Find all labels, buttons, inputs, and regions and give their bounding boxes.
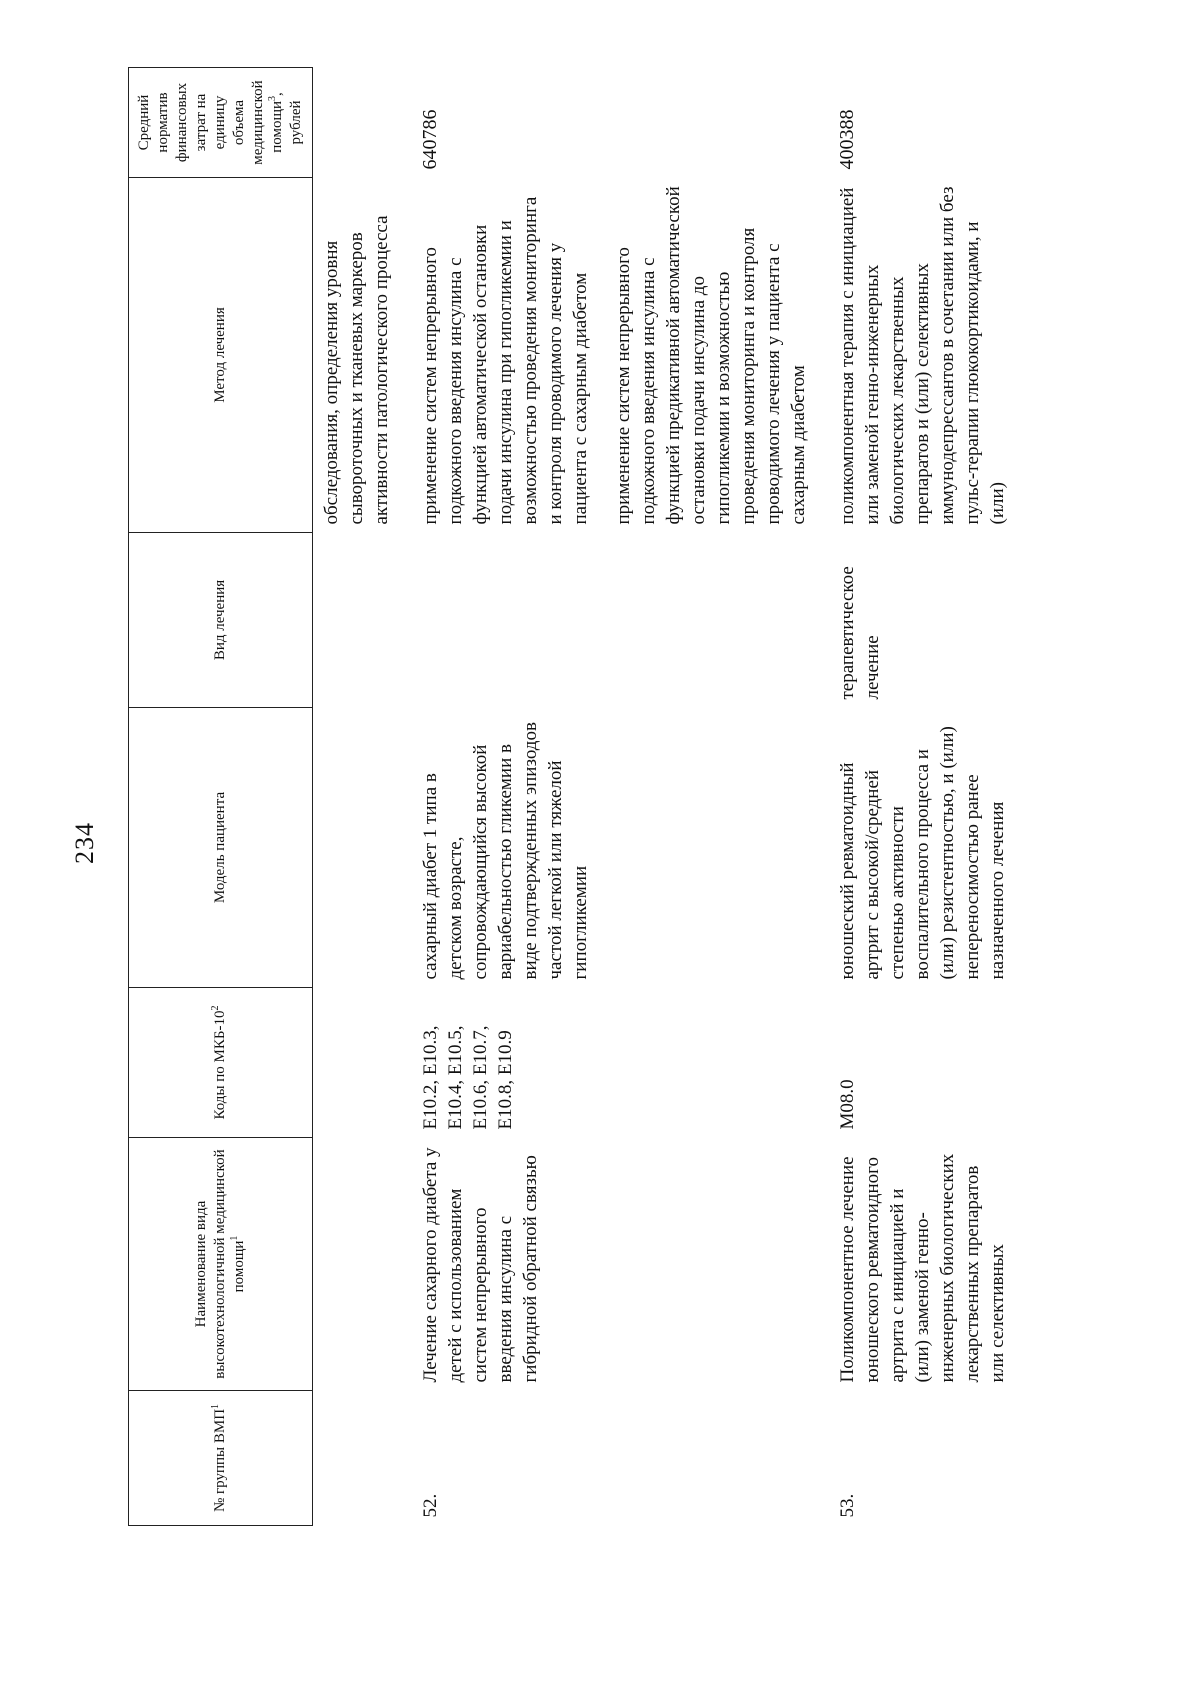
method-text: поликомпонентная терапия с инициацией или заменой генно-инженерных биологических лекарственных препаратов и (или) селективных иммунодепрессантов в сочетании или без пульс-терапии глюкокортикоидами, и (или) [837,186,1008,525]
footnote-mark: 3 [267,95,278,101]
table-row [412,68,829,1526]
cell-treatment-method [313,178,413,533]
cell-cost: 640786 [419,109,441,170]
footnote-mark: 2 [210,1005,221,1011]
cell-treatment-type [412,533,829,708]
cell-icd-codes: M08.0 [837,1079,858,1130]
table-row [313,68,413,1526]
method-text: обследования, определения уровня сывороточных и тканевых маркеров активности патологического процесса [321,215,392,525]
header-treatment-method-text: Метод лечения [212,307,228,403]
header-patient-model [129,708,313,988]
cell-vmp-name: Поликомпонентное лечение юношеского ревматоидного артрита с инициацией и (или) заменой генно-инженерных биологических лекарственных препаратов или селективных [837,1153,1008,1383]
cell-icd-codes: E10.2, E10.3, E10.4, E10.5, E10.6, E10.7, E10.8, E10.9 [420,1025,516,1130]
header-treatment-type [129,533,313,708]
footnote-mark: 1 [210,1403,221,1409]
method-text: применение систем непрерывного подкожного введения инсулина с функцией предикативной автоматической остановки подачи инсулина до гипогликемии и возможностью проведения мониторинга и контроля проводимого лечения у пациента с сахарным диабетом [613,186,809,525]
header-cost-text: Средний норматив финансовых затрат на единицу объема медицинской помощи [136,80,285,165]
cell-patient-model: юношеский ревматоидный артрит с высокой/средней степенью активности воспалительного процесса и (или) резистентностью, и (или) непереносимостью ранее назначенного лечения [837,726,1008,980]
header-treatment-method [129,178,313,533]
cell-icd-codes [313,988,413,1138]
header-treatment-type-text: Вид лечения [212,579,228,661]
cell-patient-model: сахарный диабет 1 типа в детском возрасте, сопровождающийся высокой вариабельностью гликемии в виде подтвержденных эпизодов частой легкой или тяжелой гипогликемии [420,722,591,980]
header-vmp-name-text: Наименование вида высокотехнологичной медицинской помощи [193,1149,247,1379]
cell-cost: 400388 [836,109,858,170]
header-group-number [129,1391,313,1526]
header-patient-model-text: Модель пациента [212,791,228,904]
cell-cost [313,68,413,178]
cell-vmp-name [313,1138,413,1391]
header-icd-codes [129,988,313,1138]
header-icd-codes-text: Коды по МКБ-10 [212,1010,228,1120]
cell-treatment-type [313,533,413,708]
cell-vmp-name: Лечение сахарного диабета у детей с использованием систем непрерывного введения инсулина с гибридной обратной связью [420,1147,541,1383]
table-row [829,68,1028,1526]
vmp-table [128,67,1028,1526]
cell-patient-model [313,708,413,988]
cell-group-number [313,1391,413,1526]
page-number: 234 [70,822,99,864]
footnote-mark: 1 [229,1235,240,1241]
method-text: применение систем непрерывного подкожного введения инсулина с функцией автоматической остановки подачи инсулина при гипогликемии и возможностью проведения мониторинга и контроля проводимого лечения у пациента с сахарным диабетом [420,196,591,525]
table-header-row [129,68,313,1526]
cell-treatment-type: терапевтическое лечение [837,566,883,700]
header-cost [129,68,313,178]
header-cost-tail: , рублей [269,92,304,145]
header-group-number-text: № группы ВМП [212,1408,228,1513]
header-vmp-name [129,1138,313,1391]
cell-treatment-method [412,178,829,533]
cell-group-number: 52. [420,1493,441,1518]
cell-group-number: 53. [837,1493,858,1518]
cell-treatment-method [829,178,1028,533]
